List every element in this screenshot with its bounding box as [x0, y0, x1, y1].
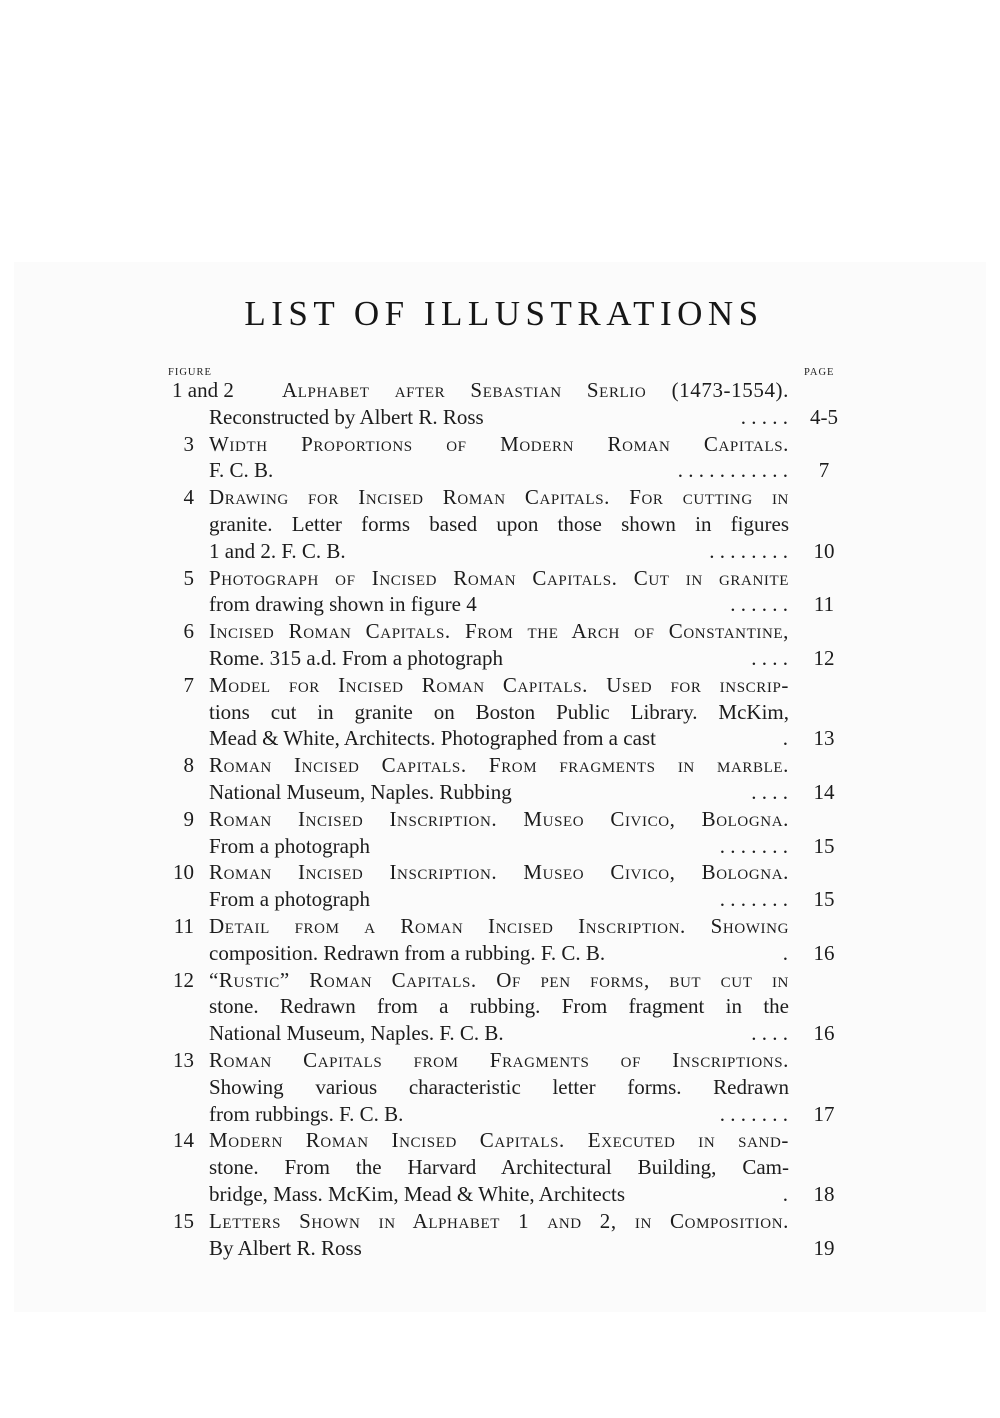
figure-column-label: FIGURE — [168, 367, 212, 378]
figure-number: 14 — [173, 1128, 194, 1153]
list-entry — [0, 565, 1000, 619]
entry-text-line: composition. Redrawn from a rubbing. F. C. B. — [209, 940, 606, 965]
list-entry — [0, 806, 1000, 860]
entry-text-line: Roman Capitals from Fragments of Inscriptions. — [209, 1047, 789, 1072]
entry-text-line: National Museum, Naples. F. C. B. — [209, 1021, 504, 1046]
page-number: 4-5 — [810, 404, 838, 429]
list-entry — [0, 1127, 1000, 1207]
leader-dots: . . . . . — [740, 404, 788, 429]
entry-text-line: Mead & White, Architects. Photographed from a cast — [209, 726, 656, 751]
entry-text-line: Modern Roman Incised Capitals. Executed in sand- — [209, 1128, 789, 1153]
entry-text-line: stone. Redrawn from a rubbing. From fragment in the — [209, 994, 789, 1019]
figure-number: 8 — [183, 753, 194, 778]
entry-text-line: granite. Letter forms based upon those shown in figures — [209, 511, 789, 536]
page-number: 16 — [813, 940, 835, 965]
figure-number: 9 — [183, 806, 194, 831]
entry-text-line: By Albert R. Ross — [209, 1235, 362, 1260]
entry-text-line: Roman Incised Capitals. From fragments in marble. — [209, 753, 789, 778]
leader-dots: . . . . . . . . . . . — [677, 458, 788, 483]
page-number: 7 — [818, 458, 830, 483]
entry-text-line: bridge, Mass. McKim, Mead & White, Architects — [209, 1181, 626, 1206]
entry-text-line: From a photograph — [209, 887, 370, 912]
leader-dots: . — [782, 1181, 788, 1206]
page-number: 18 — [813, 1181, 835, 1206]
page-number: 11 — [813, 592, 835, 617]
entry-text-line: 1 and 2. F. C. B. — [209, 538, 346, 563]
figure-number: 12 — [173, 967, 194, 992]
list-entry — [0, 484, 1000, 564]
list-entry — [0, 1208, 1000, 1262]
page-title: LIST OF ILLUSTRATIONS — [244, 294, 764, 333]
leader-dots: . . . . . . — [730, 592, 788, 617]
entry-text-line: Incised Roman Capitals. From the Arch of Constantine, — [209, 619, 789, 644]
entry-text-line: Drawing for Incised Roman Capitals. For cutting in — [209, 485, 789, 510]
entry-text-line: Reconstructed by Albert R. Ross — [209, 404, 484, 429]
entry-text-line: National Museum, Naples. Rubbing — [209, 779, 512, 804]
leader-dots: . . . . . . . — [719, 1101, 788, 1126]
list-entry — [0, 377, 1000, 431]
figure-number: 5 — [183, 565, 194, 590]
entry-text-line: Detail from a Roman Incised Inscription. Showing — [209, 913, 789, 938]
list-entry — [0, 618, 1000, 672]
figure-number: 10 — [173, 860, 194, 885]
list-entry — [0, 967, 1000, 1047]
page-number: 17 — [813, 1101, 835, 1126]
figure-number: 7 — [183, 672, 194, 697]
entry-text-line: from drawing shown in figure 4 — [209, 592, 477, 617]
entry-text-line: stone. From the Harvard Architectural Building, Cam- — [209, 1155, 789, 1180]
leader-dots: . . . . . . . — [719, 887, 788, 912]
leader-dots: . — [782, 940, 788, 965]
figure-number: 4 — [183, 485, 194, 510]
leader-dots: . . . . . . . — [719, 833, 788, 858]
page-number: 15 — [813, 833, 835, 858]
entry-text-line: Letters Shown in Alphabet 1 and 2, in Composition. — [209, 1208, 789, 1233]
entry-text-line: Roman Incised Inscription. Museo Civico, Bologna. — [209, 860, 789, 885]
figure-number: 6 — [183, 619, 194, 644]
page-number: 16 — [813, 1021, 835, 1046]
entry-text-line: Photograph of Incised Roman Capitals. Cut in granite — [209, 565, 789, 590]
list-entry — [0, 1047, 1000, 1127]
figure-number: 3 — [183, 431, 194, 456]
leader-dots: . . . . — [751, 779, 788, 804]
leader-dots: . . . . — [751, 1021, 788, 1046]
entry-text-line: Roman Incised Inscription. Museo Civico, Bologna. — [209, 806, 789, 831]
page-number: 14 — [813, 779, 835, 804]
entry-text-line: From a photograph — [209, 833, 370, 858]
entry-text-line: tions cut in granite on Boston Public Library. McKim, — [209, 699, 789, 724]
list-entry — [0, 913, 1000, 967]
page-number: 10 — [813, 538, 835, 563]
entry-text-line: Rome. 315 a.d. From a photograph — [209, 645, 503, 670]
page-number: 12 — [813, 645, 835, 670]
leader-dots: . . . . — [751, 645, 788, 670]
list-entry — [0, 859, 1000, 913]
list-entry — [0, 431, 1000, 485]
leader-dots: . . . . . . . . — [709, 538, 788, 563]
entry-text-line: Width Proportions of Modern Roman Capitals. — [209, 431, 789, 456]
figure-number: 15 — [173, 1208, 194, 1233]
figure-number: 11 — [173, 913, 194, 938]
leader-dots: . — [782, 726, 788, 751]
list-entry — [0, 672, 1000, 752]
illustration-list — [0, 377, 1000, 1261]
page-column-label: PAGE — [804, 367, 835, 378]
entry-text-line: Alphabet after Sebastian Serlio (1473-1554). — [282, 378, 789, 402]
entry-text-line: F. C. B. — [209, 458, 274, 483]
page-number: 13 — [813, 726, 835, 751]
page-number: 19 — [813, 1235, 835, 1260]
figure-number: 13 — [173, 1047, 194, 1072]
figure-number: 1 and 2 — [172, 378, 234, 402]
entry-text-line: from rubbings. F. C. B. — [209, 1101, 404, 1126]
page-number: 15 — [813, 887, 835, 912]
entry-text-line: “Rustic” Roman Capitals. Of pen forms, but cut in — [209, 967, 789, 992]
entry-text-line: Model for Incised Roman Capitals. Used for inscrip- — [209, 672, 789, 697]
entry-text-line: Showing various characteristic letter forms. Redrawn — [209, 1074, 789, 1099]
list-entry — [0, 752, 1000, 806]
